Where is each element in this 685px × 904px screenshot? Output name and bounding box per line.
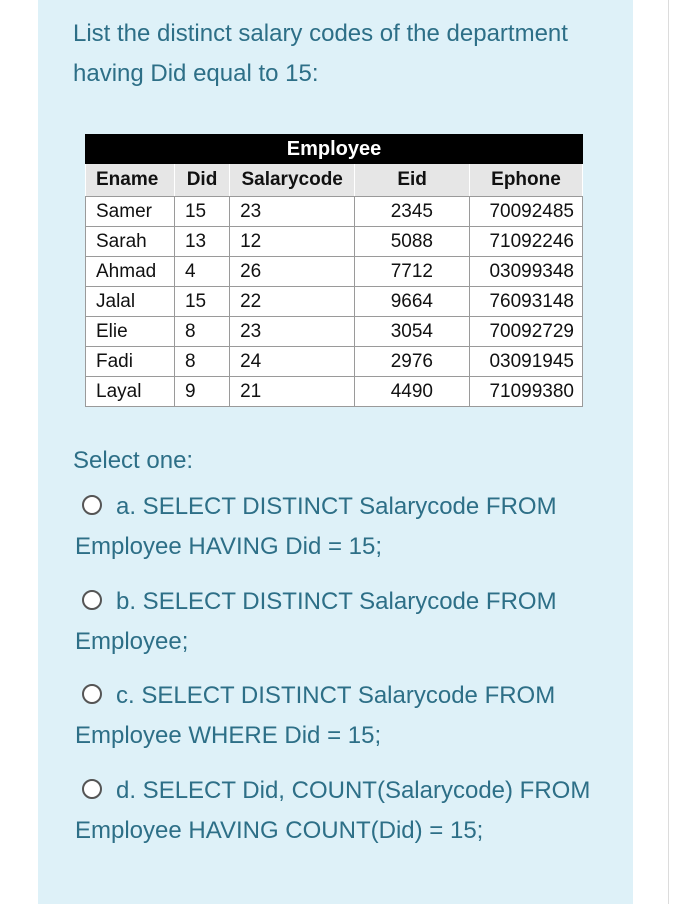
option-a-text[interactable]: a. SELECT DISTINCT Salarycode FROM Employee HAVING Did = 15; <box>75 493 557 560</box>
table-row <box>86 377 583 407</box>
cell-salarycode: 21 <box>230 377 355 407</box>
cell-eid: 5088 <box>355 227 470 257</box>
cell-salarycode: 23 <box>230 317 355 347</box>
page-edge-divider <box>668 0 669 904</box>
cell-eid: 4490 <box>355 377 470 407</box>
cell-did: 8 <box>174 347 229 377</box>
cell-ephone: 71092246 <box>470 227 583 257</box>
table-row <box>86 347 583 377</box>
cell-ephone: 03091945 <box>470 347 583 377</box>
radio-button-c[interactable] <box>82 684 102 704</box>
cell-ename: Ahmad <box>86 257 175 287</box>
option-a[interactable] <box>75 487 602 567</box>
column-header-did: Did <box>174 164 229 197</box>
option-c-text[interactable]: c. SELECT DISTINCT Salarycode FROM Employee WHERE Did = 15; <box>75 682 556 749</box>
table-header-row <box>86 164 583 197</box>
cell-salarycode: 26 <box>230 257 355 287</box>
column-header-ephone: Ephone <box>470 164 583 197</box>
option-b-text[interactable]: b. SELECT DISTINCT Salarycode FROM Employee; <box>75 588 557 655</box>
table-row <box>86 317 583 347</box>
cell-ename: Elie <box>86 317 175 347</box>
option-c[interactable] <box>75 676 602 756</box>
cell-did: 9 <box>174 377 229 407</box>
table-row <box>86 257 583 287</box>
cell-ename: Jalal <box>86 287 175 317</box>
cell-did: 13 <box>174 227 229 257</box>
cell-ephone: 76093148 <box>470 287 583 317</box>
cell-eid: 7712 <box>355 257 470 287</box>
cell-eid: 9664 <box>355 287 470 317</box>
radio-button-d[interactable] <box>82 779 102 799</box>
cell-salarycode: 23 <box>230 197 355 227</box>
column-header-eid: Eid <box>355 164 470 197</box>
cell-ephone: 71099380 <box>470 377 583 407</box>
cell-ename: Fadi <box>86 347 175 377</box>
option-b[interactable] <box>75 582 602 662</box>
cell-salarycode: 12 <box>230 227 355 257</box>
cell-did: 4 <box>174 257 229 287</box>
cell-ephone: 03099348 <box>470 257 583 287</box>
cell-ephone: 70092729 <box>470 317 583 347</box>
column-header-ename: Ename <box>86 164 175 197</box>
employee-table <box>85 134 583 407</box>
cell-eid: 2345 <box>355 197 470 227</box>
cell-eid: 3054 <box>355 317 470 347</box>
cell-ephone: 70092485 <box>470 197 583 227</box>
column-header-salarycode: Salarycode <box>230 164 355 197</box>
employee-table-image <box>85 134 583 402</box>
radio-button-a[interactable] <box>82 495 102 515</box>
cell-did: 15 <box>174 287 229 317</box>
cell-ename: Layal <box>86 377 175 407</box>
cell-did: 15 <box>174 197 229 227</box>
table-row <box>86 287 583 317</box>
cell-salarycode: 24 <box>230 347 355 377</box>
question-card <box>38 0 633 904</box>
cell-ename: Sarah <box>86 227 175 257</box>
question-text: List the distinct salary codes of the department having Did equal to 15: <box>73 20 568 87</box>
cell-ename: Samer <box>86 197 175 227</box>
option-d-text[interactable]: d. SELECT Did, COUNT(Salarycode) FROM Employee HAVING COUNT(Did) = 15; <box>75 777 591 844</box>
table-caption: Employee <box>86 135 583 164</box>
select-one-label: Select one: <box>73 447 194 474</box>
table-row <box>86 197 583 227</box>
cell-salarycode: 22 <box>230 287 355 317</box>
cell-eid: 2976 <box>355 347 470 377</box>
option-d[interactable] <box>75 771 602 851</box>
radio-button-b[interactable] <box>82 590 102 610</box>
table-row <box>86 227 583 257</box>
cell-did: 8 <box>174 317 229 347</box>
